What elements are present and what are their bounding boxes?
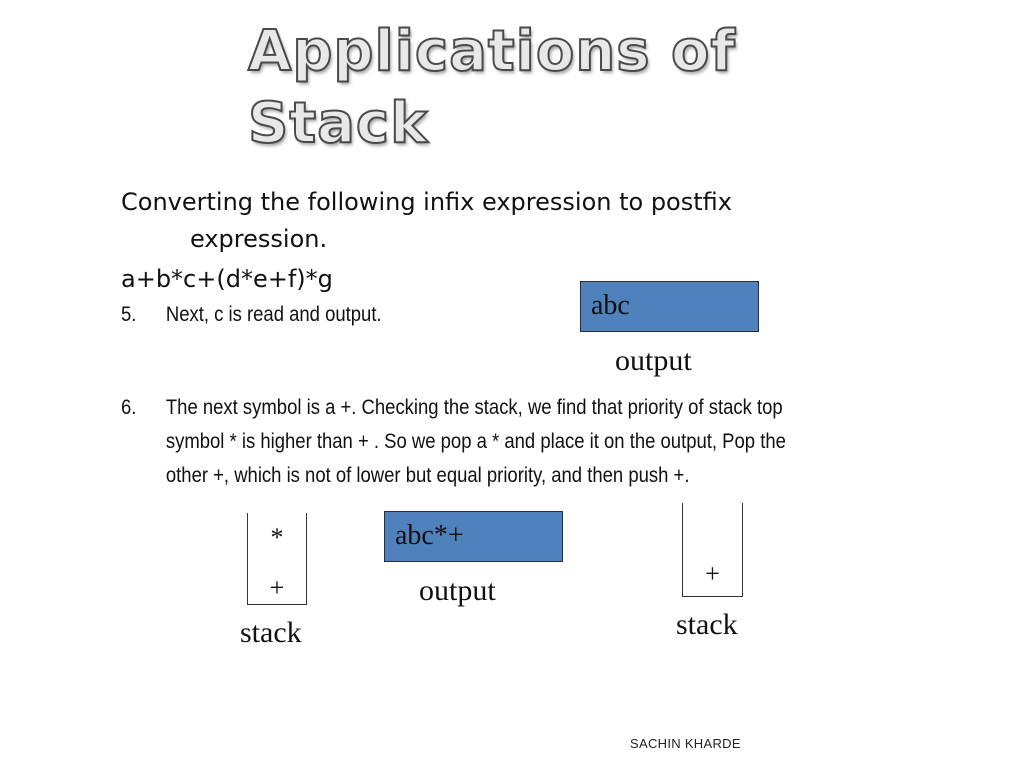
slide-title-line-1: Applications of — [248, 19, 736, 84]
slide-title — [248, 16, 848, 160]
infix-expression: a+b*c+(d*e+f)*g — [121, 265, 333, 293]
step-5-number: 5. — [121, 303, 137, 326]
stack-1-item-bottom: + — [269, 573, 285, 602]
stack-2 — [682, 503, 743, 597]
output-label-1: output — [615, 344, 692, 377]
step-5 — [121, 298, 491, 332]
stack-2-item: + — [705, 559, 720, 588]
stack-1-item-top: * — [270, 523, 284, 552]
intro-line-1: Converting the following infix expression to postfix — [121, 188, 732, 216]
stack-label-2: stack — [676, 608, 738, 641]
step-6-line-3: other +, which is not of lower but equal priority, and then push +. — [165, 464, 690, 487]
intro-text — [121, 184, 861, 258]
output-box-2: abc*+ — [384, 511, 563, 562]
step-6-number: 6. — [121, 396, 137, 419]
step-6-line-2: symbol * is higher than + . So we pop a * and place it on the output, Pop the — [165, 430, 786, 453]
intro-line-2: expression. — [190, 225, 328, 253]
output-label-2: output — [419, 574, 496, 607]
step-6 — [121, 391, 948, 493]
stack-1 — [247, 513, 307, 605]
slide-title-line-2: Stack — [248, 91, 429, 156]
footer-author: SACHIN KHARDE — [630, 736, 741, 751]
output-box-1: abc — [580, 281, 759, 332]
step-5-text: Next, c is read and output. — [165, 303, 382, 326]
stack-label-1: stack — [240, 616, 302, 649]
step-6-line-1: The next symbol is a +. Checking the stack, we find that priority of stack top — [165, 396, 783, 419]
